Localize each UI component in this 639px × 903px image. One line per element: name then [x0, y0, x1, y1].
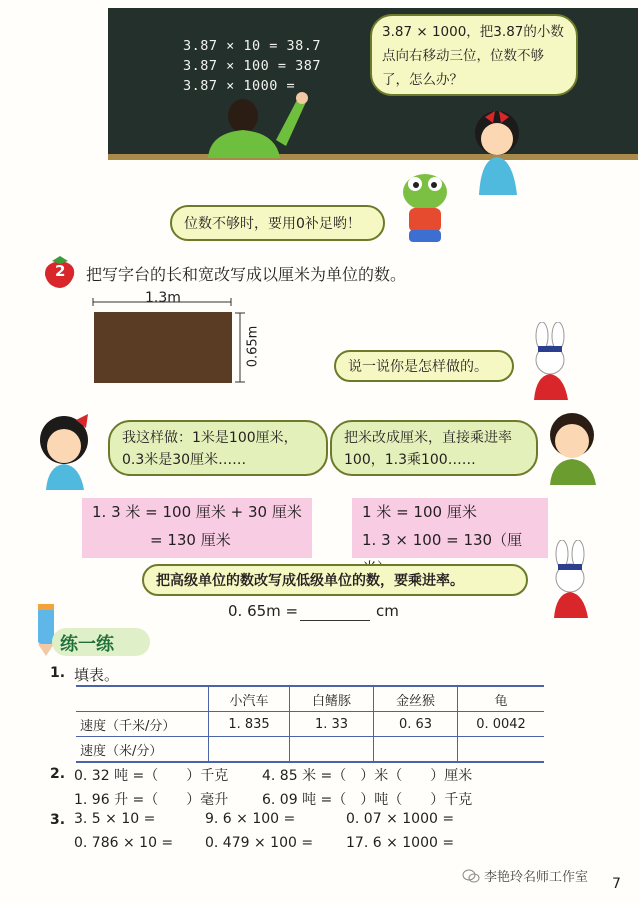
wechat-logo-icon: [462, 868, 480, 884]
table-cell: 0. 0042: [458, 712, 545, 737]
left-solution-box: [82, 498, 312, 558]
girl-method-bubble: [108, 420, 328, 476]
desk-rectangle: [94, 312, 232, 383]
frog-tip-bubble: [170, 205, 385, 241]
board-line-2: 3.87 × 100 = 387: [183, 58, 322, 74]
left-solution-line-1: 1. 3 米 = 100 厘米 + 30 厘米: [92, 503, 302, 521]
q2-item: 6. 09 吨 =（ ）吨（ ）千克: [262, 792, 473, 808]
desk-width-label: 0.65m: [245, 325, 261, 368]
table-cell: 速度（千米/分）: [76, 712, 209, 737]
problem-2-number: 2: [55, 262, 66, 280]
girl-method-text: 我这样做：1米是100厘米，0.3米是30厘米……: [122, 430, 298, 468]
girl-2-illustration: [32, 410, 102, 490]
q2-item: 1. 96 升 =（ ）毫升: [74, 792, 229, 808]
teacher-illustration: [188, 88, 308, 158]
q1-number: 1.: [50, 665, 66, 681]
q3-item: 17. 6 × 1000 =: [346, 835, 455, 851]
table-cell: 0. 63: [374, 712, 458, 737]
girl-question-bubble: [370, 14, 578, 96]
board-line-1: 3.87 × 10 = 38.7: [183, 38, 322, 54]
q3-item: 0. 07 × 1000 =: [346, 811, 455, 827]
girl-illustration: [465, 105, 535, 195]
rabbit-teacher-illustration: [520, 322, 580, 400]
frog-tip-text: 位数不够时，要用0补足哟！: [184, 216, 361, 232]
rabbit-ask-text: 说一说你是怎样做的。: [348, 359, 488, 375]
right-solution-line-1: 1 米 = 100 厘米: [362, 503, 477, 521]
table-answer-cell[interactable]: [209, 737, 290, 763]
rabbit-rule-bubble: [142, 564, 528, 596]
length-dimension-line: [92, 298, 232, 306]
rabbit-2-illustration: [540, 540, 600, 618]
table-header-cell: [76, 686, 209, 712]
q3-item: 9. 6 × 100 =: [205, 811, 296, 827]
girl-question-text: 3.87 × 1000，把3.87的小数点向右移动三位，位数不够了，怎么办？: [382, 24, 564, 88]
rabbit-rule-text: 把高级单位的数改写成低级单位的数，要乘进率。: [156, 573, 464, 589]
watermark-text: 李艳玲名师工作室: [484, 870, 589, 885]
table-row: [76, 737, 544, 763]
desk-length-label: 1.3m: [145, 290, 181, 306]
practice-title: 练一练: [60, 634, 114, 655]
table-header-cell: 金丝猴: [374, 686, 458, 712]
speed-table: [76, 685, 544, 763]
page-number: 7: [612, 876, 621, 892]
problem-2-text: 把写字台的长和宽改写成以厘米为单位的数。: [86, 265, 407, 284]
table-cell: 速度（米/分）: [76, 737, 209, 763]
convert-prompt: 0. 65m =: [228, 602, 299, 620]
q3-item: 0. 479 × 100 =: [205, 835, 314, 851]
left-solution-line-2: = 130 厘米: [150, 531, 231, 549]
q2-item: 0. 32 吨 =（ ）千克: [74, 768, 229, 784]
table-answer-cell[interactable]: [374, 737, 458, 763]
boy-method-bubble: [330, 420, 538, 476]
q2-item: 4. 85 米 =（ ）米（ ）厘米: [262, 768, 473, 784]
boy-method-text: 把米改成厘米，直接乘进率100，1.3乘100……: [344, 430, 512, 468]
table-header-row: [76, 686, 544, 712]
table-header-cell: 白鳍豚: [290, 686, 374, 712]
frog-illustration: [395, 170, 455, 250]
boy-illustration: [540, 405, 604, 485]
q3-number: 3.: [50, 812, 66, 828]
q3-item: 0. 786 × 10 =: [74, 835, 174, 851]
convert-unit: cm: [376, 602, 399, 620]
convert-answer-blank[interactable]: [300, 620, 370, 621]
width-dimension-line: [235, 312, 245, 383]
table-cell: 1. 33: [290, 712, 374, 737]
table-row: [76, 712, 544, 737]
q2-number: 2.: [50, 766, 66, 782]
table-answer-cell[interactable]: [458, 737, 545, 763]
board-line-3: 3.87 × 1000 =: [183, 78, 296, 94]
table-header-cell: 小汽车: [209, 686, 290, 712]
table-answer-cell[interactable]: [290, 737, 374, 763]
table-header-cell: 龟: [458, 686, 545, 712]
q1-label: 填表。: [74, 666, 120, 684]
right-solution-box: [352, 498, 548, 558]
q3-item: 3. 5 × 10 =: [74, 811, 156, 827]
right-solution-line-2: 1. 3 × 100 = 130（厘: [362, 531, 523, 549]
rabbit-ask-bubble: [334, 350, 514, 382]
table-cell: 1. 835: [209, 712, 290, 737]
